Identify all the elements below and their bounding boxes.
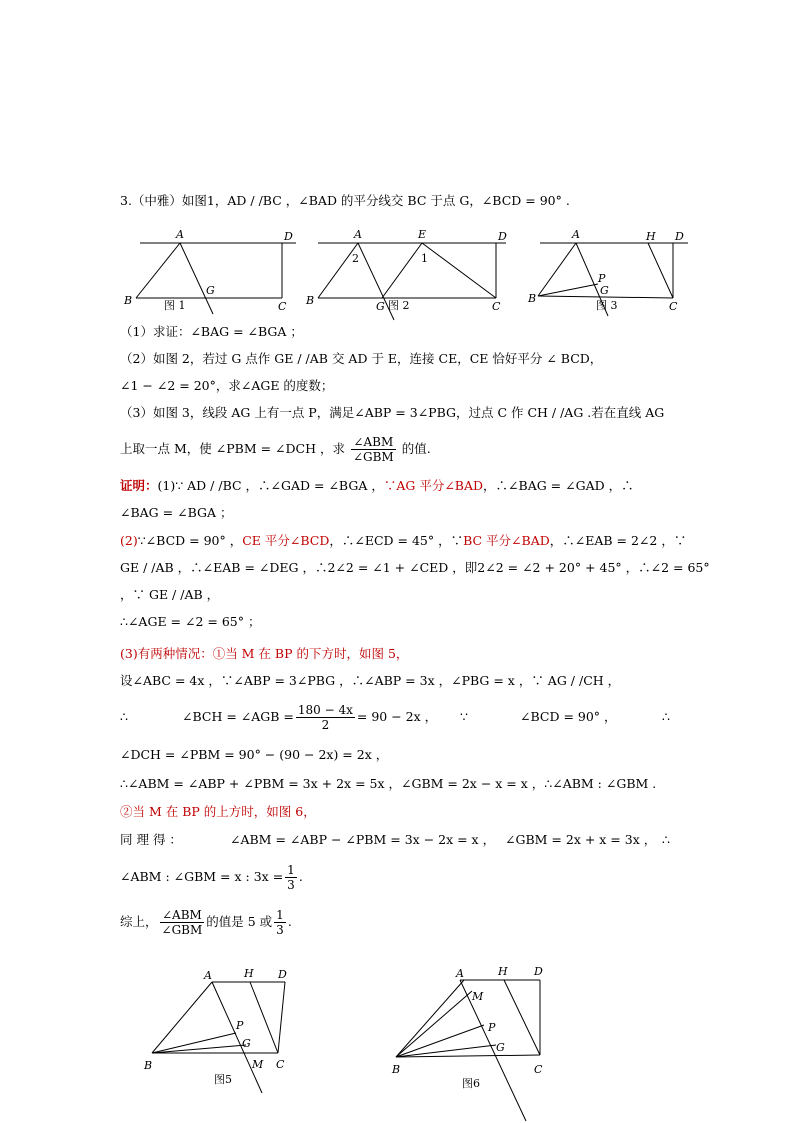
label-H: H: [244, 967, 254, 980]
summary-fraction: $\frac{\text{∠ABM}}{\text{∠GBM}}$: [161, 908, 203, 937]
solution-2-label: (2): [120, 533, 138, 548]
solution-2-part-1: ∵∠BCD = 90° ，: [137, 533, 243, 548]
label-C: C: [276, 1058, 285, 1071]
label-B: B: [124, 294, 133, 307]
solution-2-line-4: ∴∠AGE = ∠2 = 65° ；: [120, 614, 261, 629]
figure-3: [528, 228, 693, 320]
label-C: C: [278, 300, 287, 313]
therefore-symbol: ∴: [120, 709, 128, 724]
question-2-line-2: ∠1 − ∠2 = 20°，求∠AGE 的度数；: [120, 378, 334, 393]
solution-2-line-1: [120, 532, 686, 550]
gbm-equation: ∠GBM = 2x + x = 3x ，: [505, 832, 657, 847]
therefore-symbol-right: ∴: [662, 709, 670, 724]
solution-3-line-c: ∠DCH = ∠PBM = 90° − (90 − 2x) = 2x ，: [120, 747, 389, 762]
problem-title: 3.（中雅）如图1，AD / /BC ，∠BAD 的平分线交 BC 于点 G，∠BCD = 90° .: [120, 193, 570, 208]
because-symbol: ∵: [460, 709, 468, 724]
question-3-prefix: 上取一点 M，使 ∠PBM = ∠DCH ，求: [120, 441, 345, 456]
angle-2-label: 2: [352, 252, 359, 265]
solution-2-line-3: ，∵ GE / /AB ，: [120, 587, 220, 602]
ratio-fraction: $\frac{1}{3}$: [287, 863, 295, 892]
solution-2-red-1: CE 平分∠BCD: [242, 533, 330, 548]
summary-line: [120, 905, 292, 939]
solution-1-text: (1)∵ AD / /BC ，∴∠GAD = ∠BGA ，: [157, 478, 384, 493]
label-G: G: [600, 284, 609, 297]
solution-3-line-g: [120, 860, 303, 894]
abm-equation: ∠ABM = ∠ABP − ∠PBM = 3x − 2x = x ，: [230, 832, 496, 847]
question-3-line-1: （3）如图 3，线段 AG 上有一点 P，满足∠ABP = 3∠PBG，过点 C 作 CH / /AG .若在直线 AG: [120, 405, 665, 420]
solution-1-tail: ，∴∠BAG = ∠GAD ，∴: [483, 478, 634, 493]
label-P: P: [236, 1019, 244, 1032]
solution-3-intro: (3)有两种情况：①当 M 在 BP 的下方时，如图 5，: [120, 646, 409, 661]
label-D: D: [498, 230, 507, 243]
label-H: H: [498, 965, 508, 978]
label-D: D: [278, 968, 287, 981]
figure-5: [140, 965, 310, 1100]
angle-1-label: 1: [421, 252, 428, 265]
solution-2-red-2: BC 平分∠BAD: [463, 533, 550, 548]
solution-2-part-3: ，∴∠EAB = 2∠2 ，∵: [549, 533, 687, 548]
fig1-caption: 图 1: [164, 299, 186, 312]
solution-3-line-d: ∴∠ABM = ∠ABP + ∠PBM = 3x + 2x = 5x ，∠GBM = 2x − x = x ，∴∠ABM : ∠GBM .: [120, 776, 657, 791]
label-D: D: [675, 230, 684, 243]
bcd-statement: ∠BCD = 90° ，: [520, 709, 617, 724]
figure-1: [118, 228, 298, 320]
label-G: G: [242, 1037, 251, 1050]
label-B: B: [392, 1063, 401, 1076]
summary-prefix: 综上，: [120, 914, 158, 929]
question-1: （1）求证：∠BAG = ∠BGA ；: [120, 324, 303, 339]
fig2-caption: 图 2: [388, 299, 410, 312]
label-B: B: [528, 292, 537, 305]
question-2-line-1: （2）如图 2，若过 G 点作 GE / /AB 交 AD 于 E，连接 CE，CE 恰好平分 ∠ BCD，: [120, 351, 603, 366]
figure-2: [306, 228, 511, 323]
question-3-suffix: 的值.: [401, 441, 431, 456]
solution-3-line-b: [120, 700, 675, 734]
solution-3-line-a: 设∠ABC = 4x ，∵∠ABP = 3∠PBG ，∴∠ABP = 3x ，∠PBG = x ，∵ AG / /CH ，: [120, 673, 621, 688]
solution-2-line-2: GE / /AB ，∴∠EAB = ∠DEG ，∴2∠2 = ∠1 + ∠CED ，即2∠2 = ∠2 + 20° + 45° ，∴∠2 = 65°: [120, 560, 710, 575]
label-M: M: [472, 990, 484, 1003]
bch-equation: ∠BCH = ∠AGB = $\frac{180 - 4x}{2}$ = 90 − 2x ，: [182, 703, 438, 732]
similar-reasoning: 同 理 得 ：: [120, 832, 182, 847]
solution-2-part-2: ，∴∠ECD = 45° ，∵: [329, 533, 464, 548]
solution-3-line-e: ②当 M 在 BP 的上方时，如图 6，: [120, 804, 316, 819]
label-D: D: [284, 230, 293, 243]
label-G: G: [376, 300, 385, 313]
label-C: C: [492, 300, 501, 313]
label-G: G: [496, 1041, 505, 1054]
label-B: B: [306, 294, 315, 307]
ratio-equation: ∠ABM : ∠GBM = x : 3x =: [120, 869, 284, 884]
solution-3-line-f: [120, 831, 675, 849]
ratio-period: .: [298, 869, 303, 884]
fig6-caption: 图6: [462, 1077, 480, 1090]
solution-1-line-1: [120, 477, 634, 495]
question-3-fraction: $\frac{\text{∠ABM}}{\text{∠GBM}}$: [352, 435, 394, 464]
label-D: D: [534, 965, 543, 978]
label-P: P: [488, 1021, 496, 1034]
label-A: A: [572, 228, 580, 241]
label-C: C: [534, 1063, 543, 1076]
summary-mid: 的值是 5 或: [206, 914, 273, 929]
solution-1-line-2: ∠BAG = ∠BGA ；: [120, 505, 233, 520]
summary-period: .: [287, 914, 292, 929]
fig5-caption: 图5: [214, 1073, 232, 1086]
label-G: G: [206, 284, 215, 297]
label-M: M: [252, 1058, 264, 1071]
label-A: A: [456, 967, 464, 980]
label-C: C: [669, 300, 678, 313]
figure-6: [388, 963, 558, 1123]
label-A: A: [204, 969, 212, 982]
label-H: H: [646, 230, 656, 243]
solution-1-red: ∵AG 平分∠BAD: [383, 478, 484, 493]
label-E: E: [418, 228, 427, 241]
label-A: A: [176, 228, 184, 241]
label-B: B: [144, 1059, 153, 1072]
label-A: A: [354, 228, 362, 241]
question-3-line-2: [120, 432, 431, 466]
summary-answer-fraction: $\frac{1}{3}$: [276, 908, 284, 937]
therefore-end: ∴: [662, 832, 670, 847]
proof-label: 证明：: [120, 478, 158, 493]
fig3-caption: 图 3: [596, 299, 618, 312]
label-P: P: [598, 272, 606, 285]
